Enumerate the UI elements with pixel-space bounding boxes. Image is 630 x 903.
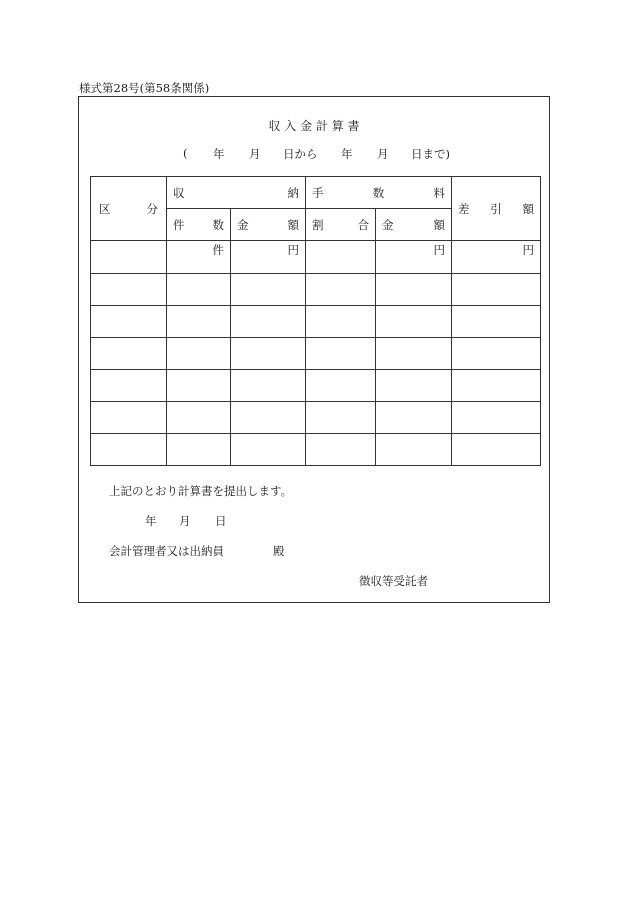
table-cell xyxy=(91,241,167,274)
unit-amount: 円 xyxy=(231,241,306,274)
header-count: 件 数 xyxy=(167,209,231,241)
unit-fee-amount: 円 xyxy=(376,241,452,274)
period-from-year: 年 xyxy=(213,147,225,161)
table-row xyxy=(91,370,541,402)
table-row xyxy=(91,274,541,306)
header-fee: 手 数 料 xyxy=(306,177,452,209)
submission-statement: 上記のとおり計算書を提出します。 xyxy=(109,484,293,498)
table-row xyxy=(91,402,541,434)
date-year: 年 xyxy=(145,514,157,528)
date-day: 日 xyxy=(215,514,227,528)
header-amount: 金 額 xyxy=(231,209,306,241)
header-rate: 割 合 xyxy=(306,209,376,241)
unit-net: 円 xyxy=(452,241,541,274)
form-frame xyxy=(78,96,550,603)
unit-count: 件 xyxy=(167,241,231,274)
addressee: 会計管理者又は出納員 xyxy=(109,544,224,558)
period-to-day: 日まで) xyxy=(411,147,450,161)
header-fee-amount: 金 額 xyxy=(376,209,452,241)
period-open-paren: ( xyxy=(183,146,188,160)
form-number: 様式第28号(第58条関係) xyxy=(79,81,210,95)
form-title: 収 入 金 計 算 書 xyxy=(268,119,360,133)
date-month: 月 xyxy=(179,514,191,528)
submission-date xyxy=(145,513,227,529)
header-category: 区 分 xyxy=(91,177,167,241)
period-to-month: 月 xyxy=(377,147,389,161)
period-from-day: 日から xyxy=(283,147,318,161)
table-row xyxy=(91,241,541,274)
honorific: 殿 xyxy=(273,544,285,558)
table-cell xyxy=(306,241,376,274)
header-net: 差 引 額 xyxy=(452,177,541,241)
table-row xyxy=(91,434,541,466)
header-row-1 xyxy=(91,177,541,209)
period-line xyxy=(183,146,450,162)
table-row xyxy=(91,338,541,370)
entrusted-collector: 徴収等受託者 xyxy=(359,574,428,588)
period-to-year: 年 xyxy=(341,147,353,161)
header-collection: 収 納 xyxy=(167,177,306,209)
period-from-month: 月 xyxy=(249,147,261,161)
calculation-table xyxy=(90,176,541,466)
table-row xyxy=(91,306,541,338)
